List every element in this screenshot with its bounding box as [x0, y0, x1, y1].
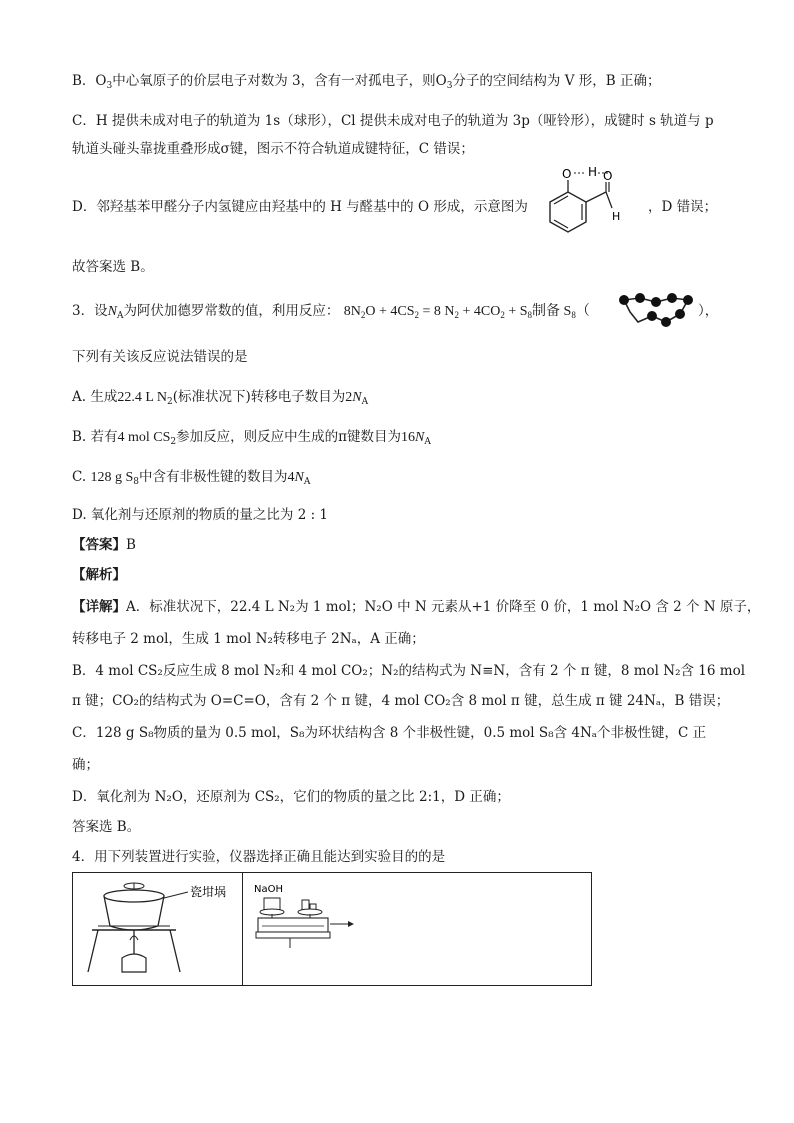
crucible-label: 瓷坩埚	[190, 885, 227, 899]
q3-answer: 【答案】B	[72, 537, 136, 553]
q3-option-b: B. 若有4 mol $CS_2$参加反应，则反应中生成的π键数目为$16N_A$	[72, 429, 431, 447]
naoh-label: NaOH	[254, 884, 283, 895]
salicylaldehyde-structure	[528, 162, 648, 244]
previous-answer: 故答案选 B。	[72, 259, 154, 275]
aldehyde-o-label: O	[603, 169, 613, 183]
q3-option-c: C. 128 g $S_8$中含有非极性键的数目为$4N_A$	[72, 469, 311, 487]
q3-detail-c1: C．128 g S₈物质的量为 0.5 mol，S₈为环状结构含 8 个非极性键，0.5 mol S₈含 4Nₐ个非极性键，C 正	[72, 725, 707, 741]
option-c-explanation-line1: C．H 提供未成对电子的轨道为 1s（球形），Cl 提供未成对电子的轨道为 3p（哑铃形），成键时 s 轨道与 p	[72, 113, 714, 129]
q3-option-d: D. 氧化剂与还原剂的物质的量之比为 2 : 1	[72, 507, 329, 523]
q3-analysis-label: 【解析】	[72, 567, 126, 583]
table-divider	[242, 872, 243, 986]
reaction-equation: $8N_2O + 4CS_2 = 8$ $N_2 + 4CO_2 + S_8$制备 $S_8$（	[343, 304, 590, 320]
s8-ring-structure	[618, 292, 694, 328]
q3-detail-c2: 确；	[72, 757, 99, 773]
q3-detail-a2: 转移电子 2 mol，生成 1 mol N₂转移电子 2Nₐ，A 正确；	[72, 631, 425, 647]
option-b-explanation: B．$O_3$中心氧原子的价层电子对数为 3，含有一对孤电子，则$O_3$分子的空间结构为 V 形，B 正确；	[72, 73, 661, 91]
crucible-tripod-figure	[78, 878, 238, 982]
option-c-explanation-line2: 轨道头碰头靠拢重叠形成σ键，图示不符合轨道成键特征，C 错误；	[72, 141, 474, 157]
q3-detail-a1: 【详解】A．标准状况下，22.4 L N₂为 1 mol；N₂O 中 N 元素从+1 价降至 0 价，1 mol N₂O 含 2 个 N 原子，	[72, 599, 761, 615]
balance-naoh-figure	[250, 878, 370, 968]
q3-stem-line2: 下列有关该反应说法错误的是	[72, 349, 248, 365]
option-d-explanation: D．邻羟基苯甲醛分子内氢键应由羟基中的 H 与醛基中的 O 形成，示意图为	[72, 199, 528, 215]
aldehyde-h-label: H	[612, 210, 621, 223]
q3-stem-end: ），	[698, 303, 719, 319]
hydroxyl-o-label: O	[562, 167, 572, 181]
option-d-explanation-end: ，D 错误；	[648, 199, 718, 215]
q3-stem: 3．设$N_A$为阿伏加德罗常数的值，利用反应： $8N_2O + 4CS_2 = 8$ $N_2 + 4CO_2 + S_8$制备 $S_8$（	[72, 303, 590, 321]
q3-option-a: A. 生成22.4 L $N_2$(标准状况下)转移电子数目为$2N_A$	[72, 389, 369, 407]
q3-detail-d: D．氧化剂为 N₂O，还原剂为 CS₂，它们的物质的量之比 2:1，D 正确；	[72, 789, 510, 805]
q3-final-answer: 答案选 B。	[72, 819, 141, 835]
q4-stem: 4．用下列装置进行实验，仪器选择正确且能达到实验目的的是	[72, 849, 446, 865]
q3-detail-b1: B．4 mol CS₂反应生成 8 mol N₂和 4 mol CO₂；N₂的结构式为 N≡N，含有 2 个 π 键，8 mol N₂含 16 mol	[72, 663, 746, 679]
q3-detail-b2: π 键；CO₂的结构式为 O=C=O，含有 2 个 π 键，4 mol CO₂含 8 mol π 键，总生成 π 键 24Nₐ，B 错误；	[72, 693, 730, 709]
hydroxyl-h-label: H	[588, 165, 598, 179]
